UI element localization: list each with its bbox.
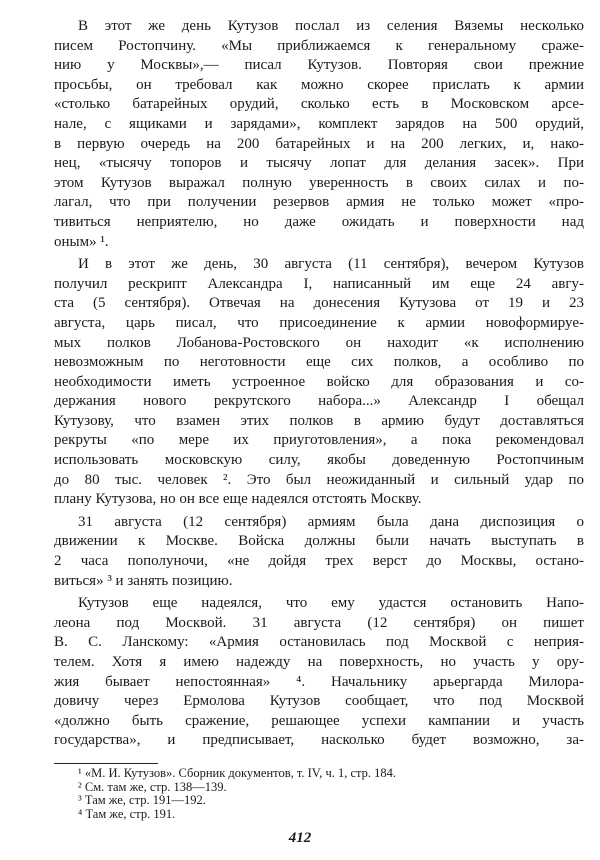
text-line: И в этот же день, 30 августа (11 сентября), вечером Кутузов [78, 256, 584, 273]
text-line: августа, царь писал, что присоединение к армии новоформируе- [54, 314, 584, 331]
text-line: невозможным по неготовности еще сих полков, а особливо по [54, 354, 584, 371]
text-line: рекруты «по мере их приуготовления», а пока рекомендовал [54, 432, 584, 449]
paragraph [54, 513, 584, 591]
text-line: оным» ¹. [54, 233, 109, 250]
text-line: Кутузову, что взамен этих полков в армию будут доставляться [54, 412, 584, 429]
text-line: В. С. Ланскому: «Армия остановилась под Москвой с неприя- [54, 634, 584, 651]
text-line: «должно быть сражение, решающее успехи кампании и участь [54, 712, 584, 729]
text-line: этом Кутузов выражал полную уверенность в своих силах и по- [54, 174, 584, 191]
paragraph [54, 594, 584, 751]
paragraph [54, 17, 584, 252]
text-line: движении к Москве. Войска должны были начать выступать в [54, 533, 584, 550]
footnote-divider [54, 763, 158, 764]
text-line: телем. Хотя я имею надежду на поверхность, но участь у ору- [54, 654, 584, 670]
page-number: 412 [288, 830, 312, 846]
text-line: нале, с ящиками и зарядами», комплект зарядов на 500 орудий, [54, 115, 584, 132]
text-line: плану Кутузова, но он все еще надеялся отстоять Москву. [54, 491, 422, 508]
text-line: довичу через Ермолова Кутузов сообщает, что под Москвой [54, 693, 584, 710]
text-line: тивиться неприятелю, но даже ожидать и поверхности над [54, 213, 584, 230]
text-line: необходимости иметь устроенное войско для образования и со- [54, 373, 584, 390]
footnote: ² См. там же, стр. 138—139. [78, 779, 227, 794]
text-line: государства», и предписывает, насколько будет возможно, за- [54, 732, 584, 749]
text-line: 2 часа пополуночи, «не дойдя трех верст до Москвы, остано- [54, 553, 584, 570]
text-line: леона под Москвой. 31 августа (12 сентября) он пишет [54, 614, 584, 631]
text-line: нец, «тысячу топоров и тысячу лопат для делания засек». При [54, 155, 584, 172]
footnotes [78, 767, 396, 821]
text-line: получил рескрипт Александра I, написанный им еще 24 авгу- [54, 275, 584, 292]
text-line: жия бывает непостоянная» ⁴. Начальнику арьергарда Милора- [54, 673, 584, 690]
text-line: просьбы, он требовал как можно скорее прислать к армии [54, 76, 584, 93]
text-line: до 80 тыс. человек ². Это был неожиданный и сильный удар по [54, 471, 584, 488]
text-line: использовать московскую силу, якобы доведенную Ростопчиным [54, 452, 584, 469]
text-line: виться» ³ и занять позицию. [54, 572, 233, 589]
body-text [54, 17, 584, 754]
text-line: писем Ростопчину. «Мы приближаемся к генеральному сраже- [54, 37, 584, 54]
footnote: ⁴ Там же, стр. 191. [78, 806, 176, 821]
text-line: ста (5 сентября). Отвечая на донесения Кутузова от 19 и 23 [54, 295, 584, 312]
text-line: держания нового рекрутского набора...» Александр I обещал [54, 393, 584, 410]
text-line: 31 августа (12 сентября) армиям была дана диспозиция о [78, 513, 584, 530]
text-line: лагал, что при получении резервов армия не только может «про- [54, 194, 584, 211]
paragraph [54, 255, 584, 510]
footnote: ¹ «М. И. Кутузов». Сборник документов, т. IV, ч. 1, стр. 184. [78, 766, 397, 780]
text-line: «столько батарейных орудий, сколько есть в Московском арсе- [54, 96, 584, 113]
footnote: ³ Там же, стр. 191—192. [78, 793, 206, 807]
text-line: мых полков Лобанова-Ростовского он находит «к исполнению [54, 334, 584, 351]
text-line: Кутузов еще надеялся, что ему удастся остановить Напо- [78, 595, 584, 612]
text-line: В этот же день Кутузов послал из селения Вяземы несколько [78, 18, 584, 34]
text-line: в первую очередь на 200 батарейных и на 200 легких, и, нако- [54, 135, 584, 152]
text-line: нию у Москвы»,— писал Кутузов. Повторяя свои прежние [54, 57, 584, 74]
